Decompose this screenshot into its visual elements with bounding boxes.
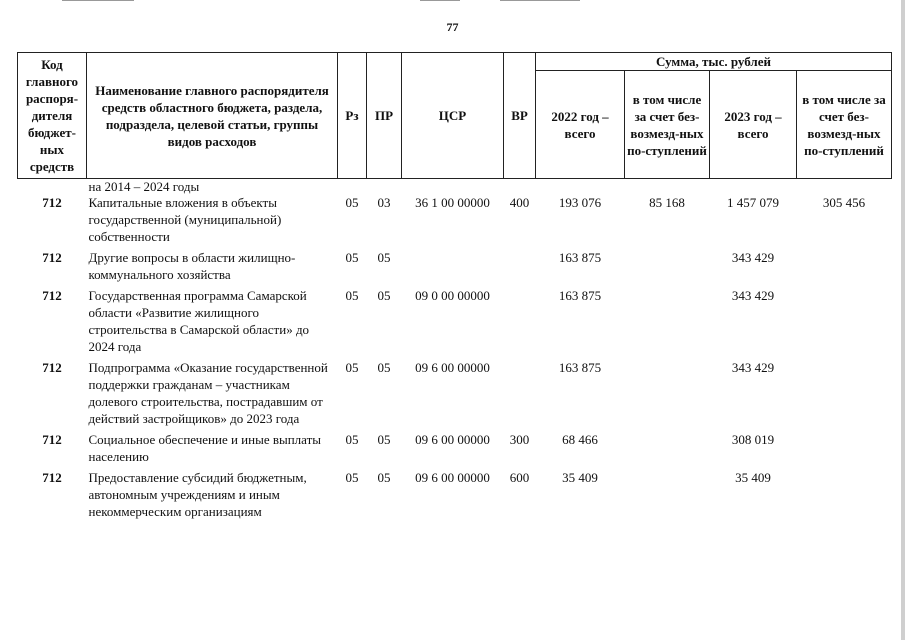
row-name: Предоставление субсидий бюджетным, автономным учреждениям и иным некоммерческим организациям [88,470,307,519]
row-csr: 09 6 00 00000 [415,360,490,375]
page-number: 77 [446,20,459,34]
row-2023-total: 308 019 [731,432,775,447]
row-rz: 05 [345,360,359,375]
row-pr: 05 [377,432,391,447]
row-vr [504,355,536,427]
header-code: Код главного распоря-дителя бюджет-ных средств [18,53,87,179]
row-2023-total: 343 429 [731,288,775,303]
row-rz: 05 [345,195,359,210]
row-name: Капитальные вложения в объекты государственной (муниципальной) собственности [88,195,282,244]
scan-artifact-line [500,0,580,1]
scan-artifact-line [420,0,460,1]
row-name: Подпрограмма «Оказание государственной поддержки гражданам – участникам долевого строительства, пострадавшим от действий застройщиков» до 2023 года [88,360,328,426]
row-2023-total: 1 457 079 [727,195,779,210]
row-2022-total: 163 875 [558,288,602,303]
row-csr: 09 6 00 00000 [415,470,490,485]
row-name: Социальное обеспечение и иные выплаты населению [88,432,322,464]
header-2023-total: 2023 год – всего [710,71,797,179]
row-2022-total: 35 409 [562,470,598,485]
row-2023-total: 343 429 [731,250,775,265]
row-2022-free [625,427,710,465]
row-pr: 05 [377,250,391,265]
header-vr: ВР [504,53,536,179]
row-csr: 36 1 00 00000 [415,195,490,210]
row-vr: 600 [509,470,530,485]
header-2023-free: в том числе за счет без-возмезд-ных по-ступлений [797,71,892,179]
row-pr: 05 [377,470,391,485]
row-name: Другие вопросы в области жилищно-коммунального хозяйства [88,250,296,282]
header-2022-total: 2022 год – всего [536,71,625,179]
row-csr [402,245,504,283]
row-vr: 400 [509,195,530,210]
table-row [18,245,892,283]
row-rz: 05 [345,288,359,303]
row-csr: 09 6 00 00000 [415,432,490,447]
row-code: 712 [42,288,62,303]
row-pr: 05 [377,360,391,375]
row-rz: 05 [345,432,359,447]
row-name: Государственная программа Самарской области «Развитие жилищного строительства в Самарской области» до 2024 года [88,288,310,354]
scan-artifact-line [62,0,134,1]
row-2023-free [797,465,892,520]
row-2023-free [797,245,892,283]
row-2022-free [625,355,710,427]
continuation-text: на 2014 – 2024 годы [88,179,200,194]
row-pr: 03 [377,195,391,210]
header-name: Наименование главного распорядителя средств областного бюджета, раздела, подраздела, целевой статьи, группы видов расходов [87,53,338,179]
table-row [18,194,892,245]
header-pr: ПР [367,53,402,179]
row-2023-total: 35 409 [735,470,771,485]
row-2022-free [625,245,710,283]
row-2022-total: 163 875 [558,250,602,265]
table-body [18,179,892,521]
table-row [18,465,892,520]
row-csr: 09 0 00 00000 [415,288,490,303]
table-row [18,355,892,427]
row-2022-total: 68 466 [562,432,598,447]
header-sum-group: Сумма, тыс. рублей [536,53,892,71]
continuation-row [18,179,892,195]
row-rz: 05 [345,250,359,265]
row-2022-total: 193 076 [558,195,602,210]
row-code: 712 [42,195,62,210]
scan-edge-shadow [901,0,905,640]
row-2023-free [797,427,892,465]
table-row [18,427,892,465]
row-vr [504,283,536,355]
row-2022-free: 85 168 [649,195,685,210]
row-code: 712 [42,250,62,265]
row-2023-free [797,355,892,427]
table-row [18,283,892,355]
row-2022-total: 163 875 [558,360,602,375]
row-2022-free [625,283,710,355]
row-rz: 05 [345,470,359,485]
row-code: 712 [42,432,62,447]
header-2022-free: в том числе за счет без-возмезд-ных по-ступлений [625,71,710,179]
row-2023-total: 343 429 [731,360,775,375]
row-2023-free: 305 456 [822,195,866,210]
row-code: 712 [42,470,62,485]
header-csr: ЦСР [402,53,504,179]
row-vr [504,245,536,283]
row-2023-free [797,283,892,355]
row-vr: 300 [509,432,530,447]
row-code: 712 [42,360,62,375]
row-pr: 05 [377,288,391,303]
row-2022-free [625,465,710,520]
budget-table [17,52,892,520]
header-rz: Рз [338,53,367,179]
